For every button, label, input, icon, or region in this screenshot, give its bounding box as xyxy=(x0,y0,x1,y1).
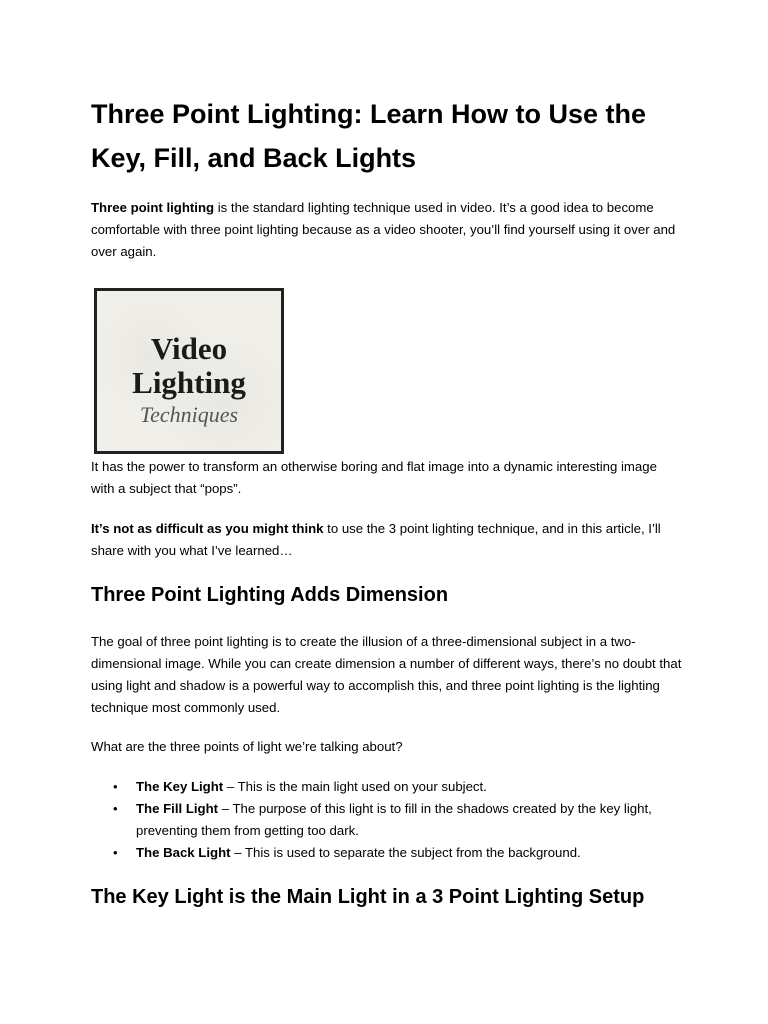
intro-paragraph xyxy=(91,197,683,263)
hero-line-1: Video xyxy=(150,331,228,366)
list-item-bold: The Back Light xyxy=(136,845,231,860)
dimension-paragraph: The goal of three point lighting is to create the illusion of a three-dimensional subject in a two-dimensional image. While you can create dimension a number of different ways, there’s no doubt that using light and shadow is a powerful way to accomplish this, and three point lighting is the lighting technique most commonly used. xyxy=(91,634,682,715)
bullet-icon: • xyxy=(113,845,118,860)
list-item-text: – This is used to separate the subject from the background. xyxy=(230,845,581,860)
lights-list xyxy=(91,776,691,864)
transform-paragraph: It has the power to transform an otherwise boring and flat image into a dynamic interesting image with a subject that “pops”. xyxy=(91,459,657,496)
hero-line-2: Lighting xyxy=(132,365,246,400)
difficulty-paragraph xyxy=(91,518,683,562)
section-heading-dimension: Three Point Lighting Adds Dimension xyxy=(91,584,449,606)
section-heading-key-light: The Key Light is the Main Light in a 3 Point Lighting Setup xyxy=(91,886,645,908)
list-item xyxy=(91,776,691,798)
list-item-text: – This is the main light used on your subject. xyxy=(223,779,487,794)
list-item-bold: The Key Light xyxy=(136,779,224,794)
intro-text: is the standard lighting technique used in video. It’s a good idea to become comfortable with three point lighting because as a video shooter, you’ll find yourself using it over and over again. xyxy=(91,200,676,259)
page-title: Three Point Lighting: Learn How to Use the Key, Fill, and Back Lights xyxy=(91,99,647,173)
difficulty-text: to use the 3 point lighting technique, and in this article, I’ll share with you what I’ve learned… xyxy=(91,521,661,558)
bullet-icon: • xyxy=(113,801,118,816)
list-item-bold: The Fill Light xyxy=(136,801,219,816)
hero-line-3: Techniques xyxy=(139,402,239,427)
list-item xyxy=(91,798,691,842)
bullet-icon: • xyxy=(113,779,118,794)
three-points-question: What are the three points of light we’re talking about? xyxy=(91,739,403,754)
video-lighting-techniques-image xyxy=(94,288,284,454)
list-item xyxy=(91,842,691,864)
intro-bold-text: Three point lighting xyxy=(91,200,215,215)
list-item-text: – The purpose of this light is to fill in the shadows created by the key light, preventing them from getting too dark. xyxy=(136,801,652,838)
difficulty-bold-text: It’s not as difficult as you might think xyxy=(91,521,324,536)
